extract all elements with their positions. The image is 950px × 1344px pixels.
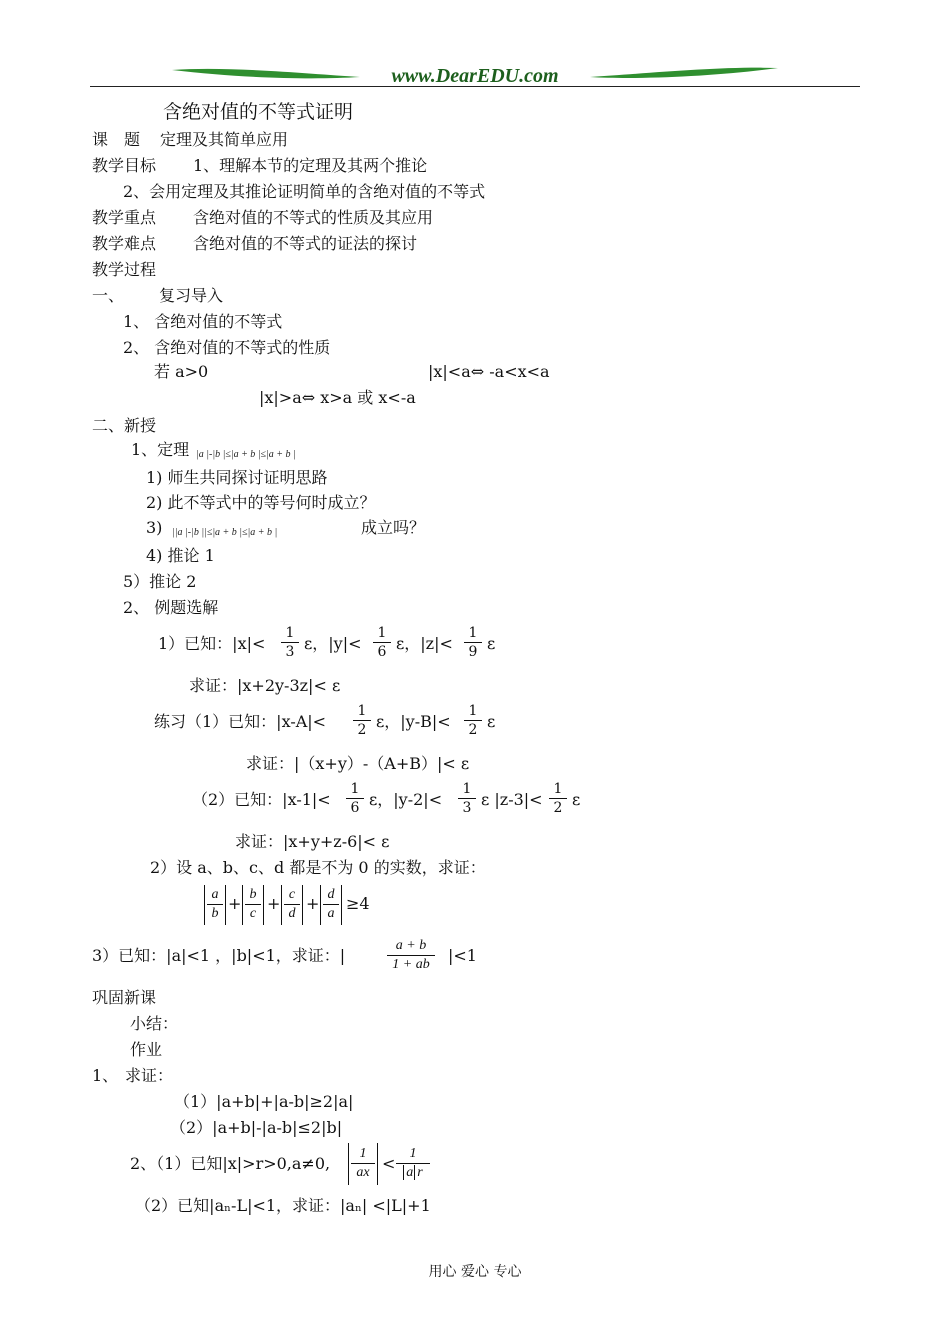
logo-text: www.DearEDU.com — [391, 65, 559, 87]
ex2-frac-1: a b — [207, 887, 223, 922]
focus-label: 教学重点 — [92, 208, 157, 227]
practice1-frac-1: 1 2 — [353, 703, 371, 738]
s1-condition: 若 a>0 — [154, 362, 209, 381]
question-5: 5）推论 2 — [123, 572, 197, 591]
ex2-frac-4: d a — [323, 887, 339, 922]
goal-label: 教学目标 — [92, 156, 157, 175]
ex2-text: 2）设 a、b、c、d 都是不为 0 的实数，求证： — [150, 858, 486, 877]
s1-item-2: 2、 含绝对值的不等式的性质 — [123, 338, 331, 357]
practice2-mid-1: ε，|y-2|< — [369, 790, 443, 809]
hw2-abs-bar — [377, 1143, 378, 1185]
hw1-a: （1）|a+b|+|a-b|≥2|a| — [174, 1092, 354, 1111]
theorem-label: 1、定理 — [131, 440, 190, 459]
hw2-lt: < — [382, 1154, 396, 1173]
s1-property-1: |x|<a⇔ -a<x<a — [428, 362, 550, 381]
question-3-formula: ||a |-|b ||≤|a + b |≤|a + b | — [172, 527, 278, 538]
ex2-tail: ≥4 — [346, 894, 370, 913]
question-3-num: 3) — [146, 518, 163, 537]
ex1-frac-3: 1 9 — [464, 625, 482, 660]
practice2-prefix: （2）已知：|x-1|< — [192, 790, 331, 809]
ex1-end: ε — [487, 634, 496, 653]
ex1-frac-2: 1 6 — [373, 625, 391, 660]
topic-label: 课 题 — [92, 130, 141, 149]
practice1-prove: 求证：|（x+y）-（A+B）|< ε — [246, 754, 470, 773]
practice2-frac-2: 1 3 — [458, 781, 476, 816]
hw2-abs-bar — [348, 1143, 349, 1185]
s1-item-1: 1、 含绝对值的不等式 — [123, 312, 283, 331]
practice2-prove: 求证：|x+y+z-6|< ε — [235, 832, 390, 851]
ex2-plus: + — [306, 894, 320, 913]
theorem-formula: |a |-|b |≤|a + b |≤|a + b | — [196, 449, 296, 460]
practice1-end: ε — [487, 712, 496, 731]
focus-text: 含绝对值的不等式的性质及其应用 — [193, 208, 434, 227]
question-3-tail: 成立吗？ — [361, 518, 426, 537]
ex2-frac-3: c d — [284, 887, 300, 922]
ex1-mid-2: ε，|z|< — [396, 634, 453, 653]
hw2-b: （2）已知|aₙ-L|<1，求证：|aₙ| <|L|+1 — [135, 1196, 431, 1215]
ex2-abs-bar — [242, 885, 243, 925]
ex2-plus: + — [228, 894, 242, 913]
homework-label: 作业 — [130, 1040, 163, 1059]
ex2-frac-2: b c — [245, 887, 261, 922]
page-footer: 用心 爱心 专心 — [428, 1264, 522, 1280]
ex3-prefix: 3）已知：|a|<1 ，|b|<1，求证：| — [92, 946, 346, 965]
ex2-abs-bar — [225, 885, 226, 925]
difficulty-label: 教学难点 — [92, 234, 157, 253]
ex2-abs-bar — [204, 885, 205, 925]
difficulty-text: 含绝对值的不等式的证法的探讨 — [193, 234, 418, 253]
practice1-frac-2: 1 2 — [464, 703, 482, 738]
practice2-mid-2: ε |z-3|< — [481, 790, 543, 809]
s1-property-2: |x|>a⇔ x>a 或 x<-a — [259, 388, 416, 407]
consolidate-heading: 巩固新课 — [92, 988, 157, 1007]
question-2: 2) 此不等式中的等号何时成立？ — [146, 493, 376, 512]
topic-text: 定理及其简单应用 — [160, 130, 289, 149]
ex2-abs-bar — [341, 885, 342, 925]
page-title: 含绝对值的不等式证明 — [163, 101, 354, 123]
hw1-b: （2）|a+b|-|a-b|≤2|b| — [170, 1118, 343, 1137]
hw2-prefix: 2、（1）已知|x|>r>0,a≠0, — [130, 1154, 331, 1173]
ex2-abs-bar — [302, 885, 303, 925]
practice1-mid: ε，|y-B|< — [376, 712, 451, 731]
s2-heading: 二、新授 — [92, 416, 157, 435]
ex1-prefix: 1）已知：|x|< — [158, 634, 266, 653]
hw1-num: 1、 — [92, 1066, 119, 1085]
s1-heading: 复习导入 — [159, 286, 224, 305]
ex1-frac-1: 1 3 — [281, 625, 299, 660]
question-4: 4) 推论 1 — [146, 546, 215, 565]
ex1-mid-1: ε，|y|< — [304, 634, 362, 653]
summary-label: 小结： — [130, 1014, 179, 1033]
practice2-frac-3: 1 2 — [549, 781, 567, 816]
question-1: 1) 师生共同探讨证明思路 — [146, 468, 328, 487]
ex3-frac: a + b 1 + ab — [387, 938, 435, 973]
s1-heading-num: 一、 — [92, 286, 125, 305]
hw2-frac-2: 1 a r — [396, 1146, 430, 1181]
examples-heading: 2、 例题选解 — [123, 598, 219, 617]
goal-2: 2、会用定理及其推论证明简单的含绝对值的不等式 — [123, 182, 486, 201]
site-logo-banner — [160, 62, 790, 88]
practice2-frac-1: 1 6 — [346, 781, 364, 816]
hw1-text: 求证： — [125, 1066, 174, 1085]
ex2-abs-bar — [263, 885, 264, 925]
ex1-prove: 求证：|x+2y-3z|< ε — [189, 676, 341, 695]
goal-1: 1、理解本节的定理及其两个推论 — [193, 156, 428, 175]
practice2-end: ε — [572, 790, 581, 809]
ex3-tail: |<1 — [448, 946, 477, 965]
ex2-abs-bar — [281, 885, 282, 925]
process-label: 教学过程 — [92, 260, 157, 279]
practice1-prefix: 练习（1）已知：|x-A|< — [154, 712, 327, 731]
hw2-frac-1: 1 ax — [351, 1146, 375, 1181]
ex2-plus: + — [267, 894, 281, 913]
ex2-abs-bar — [320, 885, 321, 925]
header-rule — [90, 86, 860, 87]
